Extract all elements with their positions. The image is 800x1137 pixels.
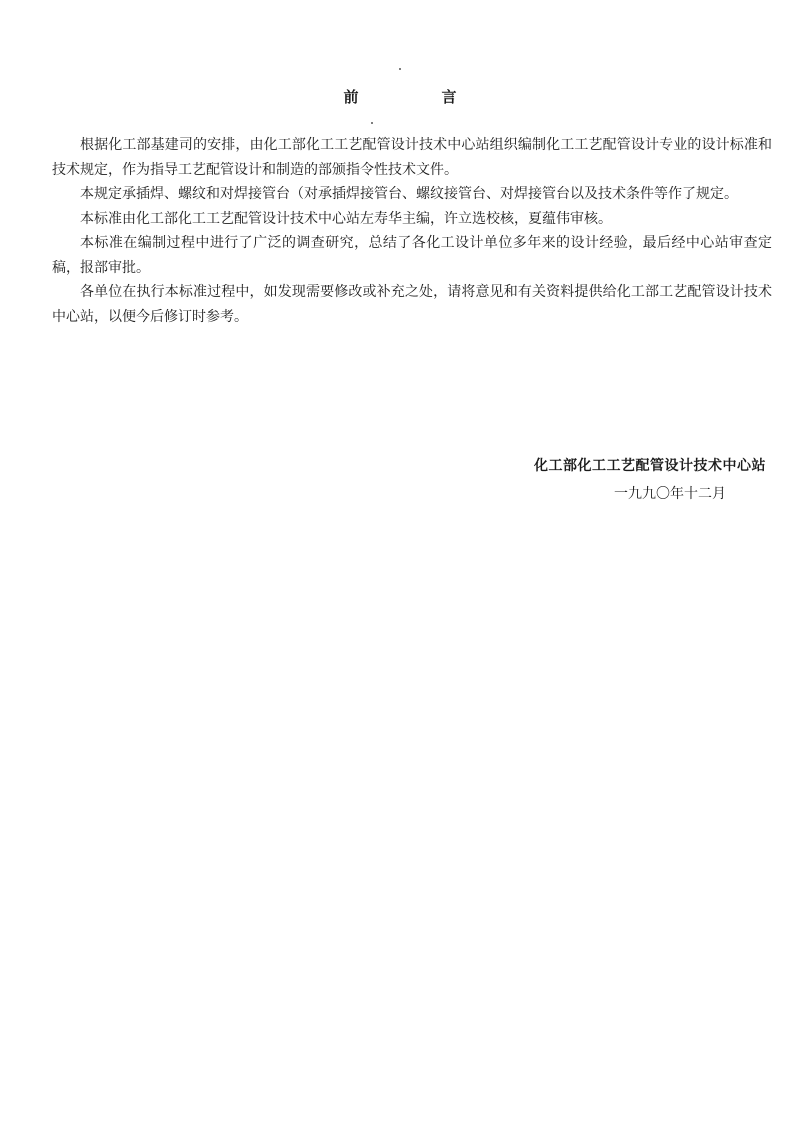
preface-body — [52, 133, 772, 329]
signature-block — [534, 452, 766, 508]
paragraph: 各单位在执行本标准过程中，如发现需要修改或补充之处，请将意见和有关资料提供给化工部工艺配管设计技术中心站，以便今后修订时参考。 — [52, 284, 772, 325]
signature-date: 一九九〇年十二月 — [614, 486, 726, 502]
page-title: 前 言 — [343, 88, 491, 106]
paragraph: 本规定承插焊、螺纹和对焊接管台（对承插焊接管台、螺纹接管台、对焊接管台以及技术条件等作了规定。 — [80, 186, 738, 202]
paragraph: 本标准在编制过程中进行了广泛的调查研究，总结了各化工设计单位多年来的设计经验，最后经中心站审查定稿，报部审批。 — [52, 235, 772, 276]
scan-speck — [399, 68, 401, 70]
signature-organization: 化工部化工工艺配管设计技术中心站 — [534, 458, 766, 474]
paragraph: 本标准由化工部化工工艺配管设计技术中心站左寿华主编，许立选校核，夏蕴伟审核。 — [80, 210, 612, 227]
paragraph: 根据化工部基建司的安排，由化工部化工工艺配管设计技术中心站组织编制化工工艺配管设计专业的设计标准和技术规定，作为指导工艺配管设计和制造的部颁指令性技术文件。 — [52, 137, 772, 178]
scan-speck — [371, 122, 373, 124]
